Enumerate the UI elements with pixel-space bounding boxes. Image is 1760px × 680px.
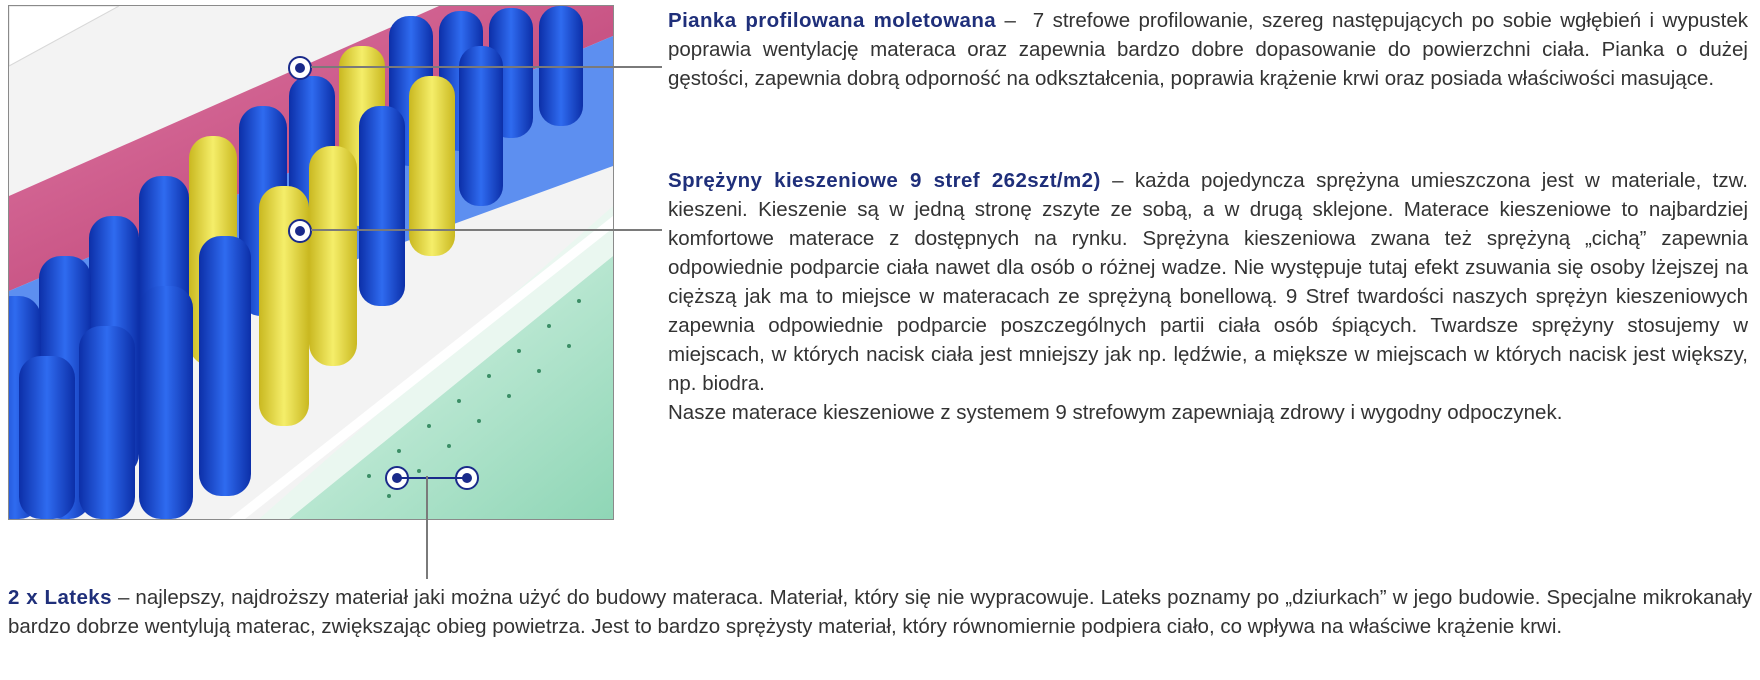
springs-footer: Nasze materace kieszeniowe z systemem 9 strefowym zapewniają zdrowy i wygodny odpoczynek.: [668, 401, 1563, 424]
layer-marker-foam-icon: [289, 57, 311, 79]
latex-description: [8, 583, 1752, 641]
latex-body: najlepszy, najdroższy materiał jaki można użyć do budowy materaca. Materiał, który się nie wypracowuje. Lateks poznamy po „dziurkach” w jego budowie. Specjalne mikrokanały bardzo dobrze wentylują materac, zwiększając obieg powietrza. Jest to bardzo sprężysty materiał, który równomiernie podpiera ciało, co wpływa na właściwe krążenie krwi.: [8, 586, 1752, 638]
connector-line-foam: [311, 66, 662, 68]
mattress-layers-drawing: [9, 6, 613, 519]
foam-body: 7 strefowe profilowanie, szereg następujących po sobie wgłębień i wypustek poprawia wentylację materaca oraz zapewnia bardzo dobre dopasowanie do powierzchni ciała. Pianka o dużej gęstości, zapewnia dobrą odporność na odkształcenia, poprawia krążenie krwi oraz posiada właściwości masujące.: [668, 9, 1748, 90]
latex-separator: –: [111, 586, 136, 609]
connector-line-latex: [426, 476, 428, 579]
springs-separator: –: [1100, 169, 1135, 192]
latex-title: 2 x Lateks: [8, 586, 112, 609]
springs-description: [668, 166, 1748, 427]
foam-title: Pianka profilowana moletowana: [668, 9, 997, 32]
springs-body: każda pojedyncza sprężyna umieszczona jest w materiale, tzw. kieszeni. Kieszenie są w jedną stronę zszyte ze sobą, a w drugą sklejone. Materace kieszeniowe to najbardziej komfortowe materace z dostępnych na rynku. Sprężyna kieszeniowa zwana też sprężyną „cichą” zapewnia odpowiednie podparcie ciała nawet dla osób o różnej wadze. Nie występuje tutaj efekt zsuwania się osoby lżejszej na cięższą jak ma to miejsce w materacach ze sprężyną bonellową. 9 Stref twardości naszych sprężyn kieszeniowych zapewnia odpowiednie podparcie poszczególnych partii ciała osób śpiących. Twardsze sprężyny stosujemy w miejscach, w których nacisk ciała jest mniejszy jak np. lędźwie, a miększe w miejscach w których nacisk jest większy, np. biodra.: [668, 169, 1748, 395]
foam-separator: –: [996, 9, 1033, 32]
foam-description: [668, 6, 1748, 93]
connector-line-springs: [311, 229, 662, 231]
mattress-cross-section-image: [8, 5, 614, 520]
springs-title: Sprężyny kieszeniowe 9 stref 262szt/m2): [668, 169, 1101, 192]
layer-marker-springs-icon: [289, 220, 311, 242]
